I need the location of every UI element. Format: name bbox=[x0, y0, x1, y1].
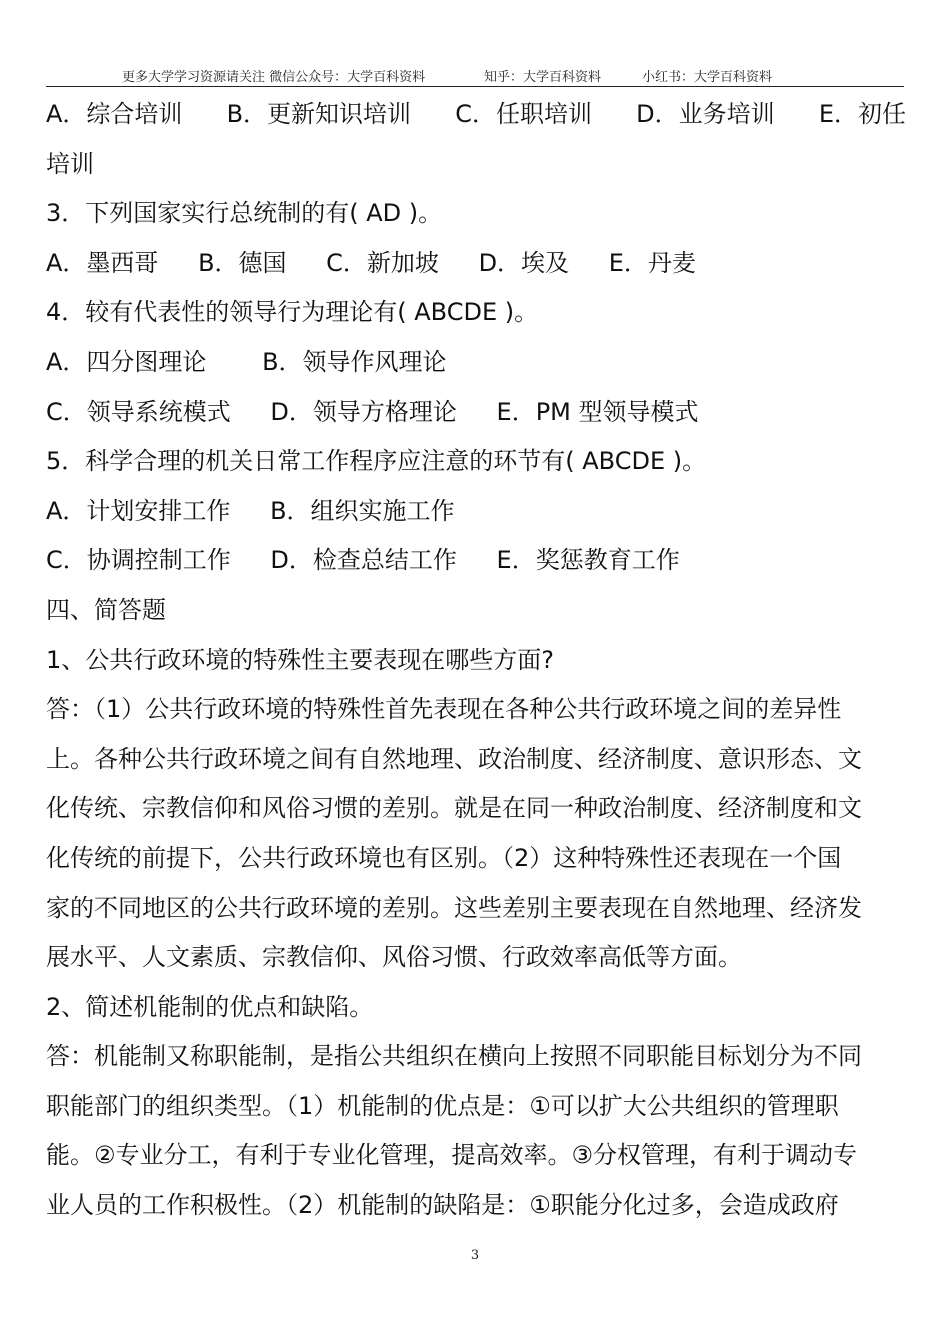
section-heading: 四、简答题 bbox=[46, 595, 166, 624]
question-3: 3．下列国家实行总统制的有( AD )。 bbox=[46, 199, 443, 228]
option: A．综合培训 bbox=[46, 100, 183, 128]
q5-options-2 bbox=[46, 536, 906, 586]
answer-1-line: 家的不同地区的公共行政环境的差别。这些差别主要表现在自然地理、经济发 bbox=[46, 893, 862, 922]
page-number: 3 bbox=[470, 1248, 480, 1263]
option: B．德国 bbox=[198, 248, 287, 277]
option: A．计划安排工作 bbox=[46, 496, 231, 525]
q5-options-1 bbox=[46, 487, 906, 537]
header-promo: 更多大学学习资源请关注 微信公众号：大学百科资料 bbox=[122, 70, 426, 85]
option: B．领导作风理论 bbox=[262, 347, 447, 376]
option: C．任职培训 bbox=[455, 100, 592, 128]
answer-2-line: 业人员的工作积极性。（2）机能制的缺陷是：①职能分化过多，会造成政府 bbox=[46, 1191, 839, 1220]
option: D．检查总结工作 bbox=[270, 546, 457, 575]
answer-2-line: 答：机能制又称职能制，是指公共组织在横向上按照不同职能目标划分为不同 bbox=[46, 1042, 862, 1071]
answer-1-line: 化传统的前提下，公共行政环境也有区别。（2）这种特殊性还表现在一个国 bbox=[46, 843, 842, 872]
option: C．协调控制工作 bbox=[46, 546, 231, 575]
answer-1-line: 展水平、人文素质、宗教信仰、风俗习惯、行政效率高低等方面。 bbox=[46, 943, 742, 972]
option: D．业务培训 bbox=[636, 100, 775, 128]
answer-2-line: 职能部门的组织类型。（1）机能制的优点是：①可以扩大公共组织的管理职 bbox=[46, 1091, 839, 1120]
q4-options-1 bbox=[46, 338, 906, 388]
option: A．四分图理论 bbox=[46, 347, 207, 376]
short-question-1: 1、公共行政环境的特殊性主要表现在哪些方面? bbox=[46, 645, 555, 674]
header-zhihu: 知乎：大学百科资料 bbox=[484, 70, 602, 85]
document-body bbox=[46, 90, 906, 1231]
option: E．丹麦 bbox=[608, 248, 696, 277]
page-header bbox=[46, 64, 904, 87]
option: C．新加坡 bbox=[326, 248, 439, 277]
question-5: 5．科学合理的机关日常工作程序应注意的环节有( ABCDE )。 bbox=[46, 447, 707, 476]
option: A．墨西哥 bbox=[46, 248, 159, 277]
option: D．领导方格理论 bbox=[270, 397, 457, 426]
answer-1-line: 答：（1）公共行政环境的特殊性首先表现在各种公共行政环境之间的差异性 bbox=[46, 695, 842, 724]
q2-options-continued: 培训 bbox=[46, 149, 94, 178]
answer-2-line: 能。②专业分工，有利于专业化管理，提高效率。③分权管理，有利于调动专 bbox=[46, 1141, 858, 1170]
q3-options bbox=[46, 239, 906, 289]
header-xiaohongshu: 小红书：大学百科资料 bbox=[642, 70, 773, 85]
q4-options-2 bbox=[46, 388, 906, 438]
answer-1-line: 上。各种公共行政环境之间有自然地理、政治制度、经济制度、意识形态、文 bbox=[46, 744, 862, 773]
short-question-2: 2、简述机能制的优点和缺陷。 bbox=[46, 992, 374, 1021]
option: B．组织实施工作 bbox=[270, 496, 455, 525]
option: C．领导系统模式 bbox=[46, 397, 231, 426]
question-4: 4．较有代表性的领导行为理论有( ABCDE )。 bbox=[46, 298, 539, 327]
option: E．奖惩教育工作 bbox=[496, 546, 680, 575]
option: B．更新知识培训 bbox=[226, 100, 412, 128]
option: D．埃及 bbox=[478, 248, 570, 277]
option: E．PM 型领导模式 bbox=[496, 397, 699, 426]
answer-1-line: 化传统、宗教信仰和风俗习惯的差别。就是在同一种政治制度、经济制度和文 bbox=[46, 794, 862, 823]
q2-options bbox=[46, 90, 906, 140]
option: E．初任 bbox=[818, 100, 906, 128]
